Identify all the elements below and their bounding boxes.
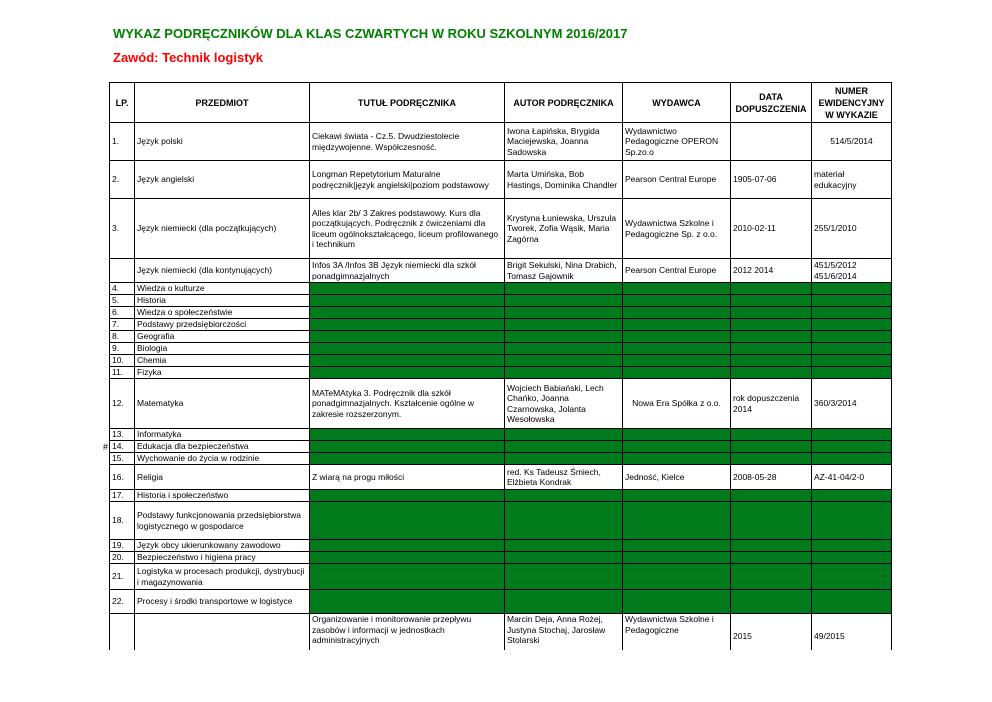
filled-cell [310,490,505,502]
filled-cell [505,453,623,465]
cell-author: Brigit Sekulski, Nina Drabich, Tomasz Gajownik [505,259,623,283]
filled-cell [812,453,892,465]
filled-cell [812,564,892,590]
cell-subject: Informatyka [135,429,310,441]
filled-cell [505,441,623,453]
filled-cell [812,441,892,453]
cell-reg-number: AZ-41-04/2-0 [812,465,892,490]
cell-reg-number: materiał edukacyjny [812,161,892,199]
filled-cell [731,564,812,590]
table-row [110,331,892,343]
filled-cell [505,343,623,355]
cell-lp: 17. [110,490,135,502]
filled-cell [623,429,731,441]
cell-approval-date: rok dopuszczenia 2014 [731,379,812,429]
filled-cell [731,283,812,295]
filled-cell [812,502,892,540]
cell-subject: Język polski [135,123,310,161]
filled-cell [623,283,731,295]
table-row [110,564,892,590]
cell-book-title: Ciekawi świata - Cz.5. Dwudziestolecie międzywojenne. Współczesność. [310,123,505,161]
filled-cell [731,540,812,552]
filled-cell [505,295,623,307]
cell-reg-number: 360/3/2014 [812,379,892,429]
filled-cell [731,552,812,564]
table-row [110,453,892,465]
cell-subject: Język niemiecki (dla kontynujących) [135,259,310,283]
cell-author: Krystyna Łuniewska, Urszula Tworek, Zofia Wąsik, Maria Zagórna [505,199,623,259]
filled-cell [731,355,812,367]
page-bottom-margin [0,650,992,702]
filled-cell [310,552,505,564]
table-row [110,540,892,552]
cell-subject: Religia [135,465,310,490]
filled-cell [812,429,892,441]
filled-cell [505,429,623,441]
filled-cell [623,343,731,355]
table-row [110,367,892,379]
filled-cell [505,331,623,343]
cell-lp: 2. [110,161,135,199]
cell-subject: Wiedza o społeczeństwie [135,307,310,319]
filled-cell [310,441,505,453]
filled-cell [812,552,892,564]
header-lp: LP. [110,83,135,123]
cell-approval-date [731,123,812,161]
cell-reg-number: 451/5/2012 451/6/2014 [812,259,892,283]
filled-cell [812,540,892,552]
cell-subject: Chemia [135,355,310,367]
filled-cell [310,331,505,343]
table-row [110,552,892,564]
filled-cell [505,355,623,367]
filled-cell [812,343,892,355]
filled-cell [812,283,892,295]
cell-lp: 14. [110,441,135,453]
table-row [110,379,892,429]
cell-approval-date: 2008-05-28 [731,465,812,490]
filled-cell [505,502,623,540]
table-row [110,319,892,331]
filled-cell [505,283,623,295]
filled-cell [731,319,812,331]
cell-subject: Podstawy funkcjonowania przedsiębiorstwa logistycznego w gospodarce [135,502,310,540]
cell-subject: Język obcy ukierunkowany zawodowo [135,540,310,552]
filled-cell [731,367,812,379]
filled-cell [812,319,892,331]
filled-cell [623,453,731,465]
filled-cell [623,331,731,343]
cell-lp [110,259,135,283]
cell-subject: Logistyka w procesach produkcji, dystrybucji i magazynowania [135,564,310,590]
table-row [110,343,892,355]
filled-cell [310,540,505,552]
table-row [110,283,892,295]
filled-cell [812,590,892,614]
cell-subject: Historia i społeczeństwo [135,490,310,502]
cell-subject: Historia [135,295,310,307]
table-row [110,199,892,259]
filled-cell [310,307,505,319]
cell-subject: Podstawy przedsiębiorczości [135,319,310,331]
cell-author: Marcin Deja, Anna Rożej, Justyna Stochaj, Jarosław Stolarski [505,614,623,660]
table-row [110,295,892,307]
table-row [110,590,892,614]
table-row [110,441,892,453]
page-subtitle: Zawód: Technik logistyk [113,50,264,65]
page-title: WYKAZ PODRĘCZNIKÓW DLA KLAS CZWARTYCH W ROKU SZKOLNYM 2016/2017 [113,26,628,41]
cell-approval-date: 2015 [731,614,812,660]
cell-subject: Wychowanie do życia w rodzinie [135,453,310,465]
filled-cell [623,502,731,540]
cell-subject: Edukacja dla bezpieczeństwa [135,441,310,453]
cell-approval-date: 2012 2014 [731,259,812,283]
cell-lp: 5. [110,295,135,307]
cell-lp: 12. [110,379,135,429]
filled-cell [505,540,623,552]
filled-cell [623,552,731,564]
header-approval-date: DATA DOPUSZCZENIA [731,83,812,123]
filled-cell [310,367,505,379]
header-book-title: TUTUŁ PODRĘCZNIKA [310,83,505,123]
cell-lp: 3. [110,199,135,259]
cell-publisher: Wydawnictwo Pedagogiczne OPERON Sp.zo.o [623,123,731,161]
table-row [110,259,892,283]
filled-cell [310,343,505,355]
table-row [110,429,892,441]
cell-author: Wojciech Babiański, Lech Chańko, Joanna Czarnowska, Jolanta Wesołowska [505,379,623,429]
cell-lp: 4. [110,283,135,295]
filled-cell [731,490,812,502]
cell-subject: Język angielski [135,161,310,199]
filled-cell [505,367,623,379]
filled-cell [623,590,731,614]
cell-subject: Język niemiecki (dla początkujących) [135,199,310,259]
filled-cell [623,319,731,331]
filled-cell [310,319,505,331]
cell-subject: Bezpieczeństwo i higiena pracy [135,552,310,564]
filled-cell [623,564,731,590]
filled-cell [505,564,623,590]
filled-cell [623,307,731,319]
cell-lp: 8. [110,331,135,343]
cell-publisher: Jedność, Kielce [623,465,731,490]
filled-cell [731,307,812,319]
cell-reg-number: 49/2015 [812,614,892,660]
cell-lp: 15. [110,453,135,465]
filled-cell [731,590,812,614]
filled-cell [505,490,623,502]
filled-cell [623,490,731,502]
header-row [110,83,892,123]
filled-cell [310,502,505,540]
filled-cell [731,295,812,307]
cell-lp: 11. [110,367,135,379]
table-row [110,307,892,319]
filled-cell [623,367,731,379]
cell-lp: 13. [110,429,135,441]
cell-subject: Wiedza o kulturze [135,283,310,295]
cell-book-title: Z wiarą na progu miłości [310,465,505,490]
filled-cell [731,429,812,441]
filled-cell [310,590,505,614]
cell-publisher: Nowa Era Spółka z o.o. [623,379,731,429]
cell-publisher: Wydawnictwa Szkolne i Pedagogiczne Sp. z o.o. [623,199,731,259]
filled-cell [623,355,731,367]
cell-publisher: Pearson Central Europe [623,161,731,199]
side-mark: # [103,442,109,452]
cell-reg-number: 514/5/2014 [812,123,892,161]
table-row [110,161,892,199]
header-subject: PRZEDMIOT [135,83,310,123]
cell-publisher: Pearson Central Europe [623,259,731,283]
cell-approval-date: 1905-07-06 [731,161,812,199]
cell-subject: Biologia [135,343,310,355]
filled-cell [310,295,505,307]
cell-subject: Matematyka [135,379,310,429]
filled-cell [812,295,892,307]
filled-cell [623,295,731,307]
header-publisher: WYDAWCA [623,83,731,123]
filled-cell [731,441,812,453]
filled-cell [505,552,623,564]
cell-subject: Geografia [135,331,310,343]
cell-lp: 22. [110,590,135,614]
cell-lp: 16. [110,465,135,490]
cell-lp: 10. [110,355,135,367]
filled-cell [731,343,812,355]
filled-cell [505,307,623,319]
table-row [110,123,892,161]
table-row [110,502,892,540]
table-row [110,355,892,367]
cell-book-title: Infos 3A /Infos 3B Język niemiecki dla szkół ponadgimnazjalnych [310,259,505,283]
cell-book-title: MATeMAtyka 3. Podręcznik dla szkół ponadgimnazjalnych. Kształcenie ogólne w zakresie rozszerzonym. [310,379,505,429]
cell-lp: 19. [110,540,135,552]
filled-cell [310,429,505,441]
cell-lp: 1. [110,123,135,161]
cell-subject: Fizyka [135,367,310,379]
filled-cell [731,331,812,343]
cell-book-title: Longman Repetytorium Maturalne podręcznik|język angielski|poziom podstawowy [310,161,505,199]
filled-cell [310,564,505,590]
filled-cell [731,502,812,540]
filled-cell [812,355,892,367]
cell-book-title: Organizowanie i monitorowanie przepływu zasobów i informacji w jednostkach administracyjnych [310,614,505,660]
table-row [110,490,892,502]
table-row [110,465,892,490]
cell-reg-number: 255/1/2010 [812,199,892,259]
filled-cell [731,453,812,465]
filled-cell [505,590,623,614]
cell-lp: 18. [110,502,135,540]
header-reg-number: NUMER EWIDENCYJNY W WYKAZIE [812,83,892,123]
cell-author: Iwona Łapińska, Brygida Maciejewska, Joanna Sadowska [505,123,623,161]
cell-lp: 20. [110,552,135,564]
filled-cell [812,331,892,343]
cell-lp: 9. [110,343,135,355]
header-author: AUTOR PODRĘCZNIKA [505,83,623,123]
textbook-table [109,82,892,660]
cell-publisher: Wydawnictwa Szkolne i Pedagogiczne [623,614,731,660]
filled-cell [623,441,731,453]
cell-author: Marta Umińska, Bob Hastings, Dominika Chandler [505,161,623,199]
filled-cell [310,355,505,367]
cell-author: red. Ks Tadeusz Śmiech, Elżbieta Kondrak [505,465,623,490]
cell-lp: 21. [110,564,135,590]
cell-subject: Procesy i środki transportowe w logistyce [135,590,310,614]
filled-cell [623,540,731,552]
filled-cell [505,319,623,331]
cell-book-title: Alles klar 2b/ 3 Zakres podstawowy. Kurs dla początkujących. Podręcznik z ćwiczeniami dla liceum ogólnokształcącego, liceum profilowanego i technikum [310,199,505,259]
cell-lp: 7. [110,319,135,331]
cell-lp: 6. [110,307,135,319]
filled-cell [812,307,892,319]
filled-cell [310,283,505,295]
cell-approval-date: 2010-02-11 [731,199,812,259]
filled-cell [812,367,892,379]
filled-cell [812,490,892,502]
filled-cell [310,453,505,465]
